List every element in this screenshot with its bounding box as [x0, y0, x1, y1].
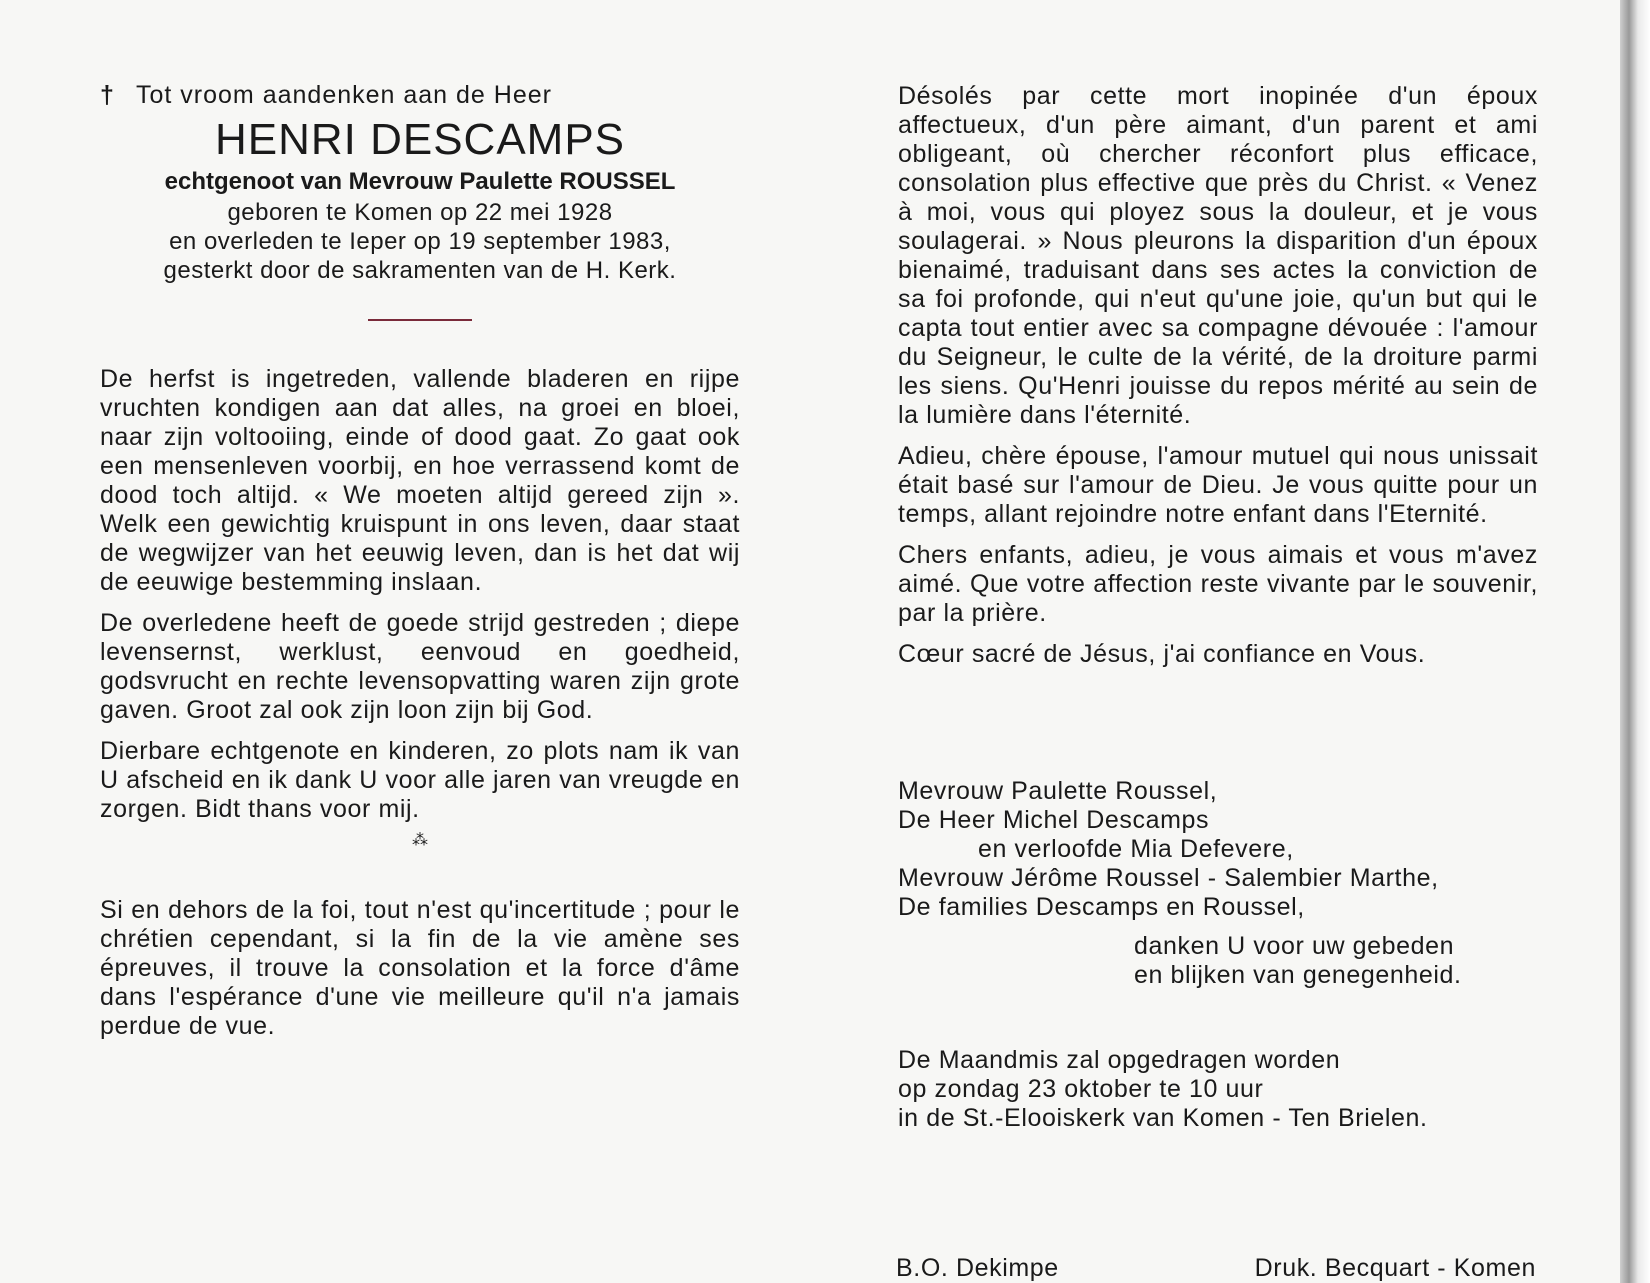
family-line: Mevrouw Paulette Roussel,	[898, 777, 1218, 805]
spouse-line: echtgenoot van Mevrouw Paulette ROUSSEL	[164, 168, 676, 195]
text-paragraph: Adieu, chère épouse, l'amour mutuel qui nous unissait était basé sur l'amour de Dieu. Je vous quitte pour un temps, allant rejoindre notre enfant dans l'Eternité.	[898, 442, 1538, 528]
mass-line: in de St.-Elooiskerk van Komen - Ten Brielen.	[898, 1104, 1428, 1132]
death-line: en overleden te Ieper op 19 september 1983,	[169, 228, 671, 255]
mass-announcement	[898, 1046, 1538, 1133]
text-paragraph: Dierbare echtgenote en kinderen, zo plots nam ik van U afscheid en ik dank U voor alle jaren van vreugde en zorgen. Bidt thans voor mij.	[100, 737, 740, 823]
family-line: De Heer Michel Descamps	[898, 806, 1210, 834]
text-paragraph: Cœur sacré de Jésus, j'ai confiance en Vous.	[898, 640, 1426, 668]
publisher-credit: B.O. Dekimpe	[896, 1254, 1059, 1282]
printer-credit: Druk. Becquart - Komen	[1254, 1254, 1536, 1282]
family-list	[898, 777, 1538, 990]
sacraments-line: gesterkt door de sakramenten van de H. Kerk.	[163, 257, 677, 284]
left-column	[100, 78, 740, 1053]
intro-line	[100, 78, 740, 112]
thanks-line: danken U voor uw gebeden	[1134, 932, 1455, 960]
cross-icon: †	[100, 81, 115, 109]
thanks-line: en blijken van genegenheid.	[1134, 961, 1462, 989]
footer	[896, 1254, 1536, 1283]
text-paragraph: Chers enfants, adieu, je vous aimais et vous m'avez aimé. Que votre affection reste vivante par le souvenir, par la prière.	[898, 541, 1538, 627]
birth-line: geboren te Komen op 22 mei 1928	[227, 199, 613, 226]
asterism-ornament: ⁂	[412, 832, 428, 849]
divider	[368, 319, 472, 321]
right-column	[898, 82, 1538, 1133]
intro-text: Tot vroom aandenken aan de Heer	[136, 81, 552, 109]
mass-line: op zondag 23 oktober te 10 uur	[898, 1075, 1264, 1103]
family-line: Mevrouw Jérôme Roussel - Salembier Marthe,	[898, 864, 1439, 892]
mass-line: De Maandmis zal opgedragen worden	[898, 1046, 1341, 1074]
text-paragraph: De overledene heeft de goede strijd gestreden ; diepe levensernst, werklust, eenvoud en goedheid, godsvrucht en rechte levensopvatting waren zijn grote gaven. Groot zal ook zijn loon zijn bij God.	[100, 609, 740, 724]
deceased-name: HENRI DESCAMPS	[214, 115, 626, 164]
text-paragraph: De herfst is ingetreden, vallende bladeren en rijpe vruchten kondigen aan dat alles, na groei en bloei, naar zijn voltooiing, einde of dood gaat. Zo gaat ook een mensenleven voorbij, en hoe verrassend komt de dood toch altijd. « We moeten altijd gereed zijn ». Welk een gewichtig kruispunt in ons leven, daar staat de wegwijzer van het eeuwig leven, dan is het dat wij de eeuwige bestemming inslaan.	[100, 365, 740, 596]
card-edge	[1620, 0, 1650, 1283]
family-line: en verloofde Mia Defevere,	[978, 835, 1294, 863]
french-paragraph: Si en dehors de la foi, tout n'est qu'incertitude ; pour le chrétien cependant, si la fin de la vie amène ses épreuves, il trouve la consolation et la force d'âme dans l'espérance d'une vie meilleure qu'il n'a jamais perdue de vue.	[100, 896, 740, 1040]
family-line: De families Descamps en Roussel,	[898, 893, 1305, 921]
text-paragraph: Désolés par cette mort inopinée d'un époux affectueux, d'un père aimant, d'un parent et ami obligeant, où chercher réconfort plus efficace, consolation plus effective que près du Christ. « Venez à moi, vous qui ployez sous la douleur, et je vous soulagerai. » Nous pleurons la disparition d'un époux bienaimé, traduisant dans ses actes la conviction de sa foi profonde, qui n'eut qu'une joie, qu'un but qui le capta tout entier avec sa compagne dévouée : l'amour du Seigneur, le culte de la vérité, de la droiture parmi les siens. Qu'Henri jouisse du repos mérité au sein de la lumière dans l'éternité.	[898, 82, 1538, 429]
